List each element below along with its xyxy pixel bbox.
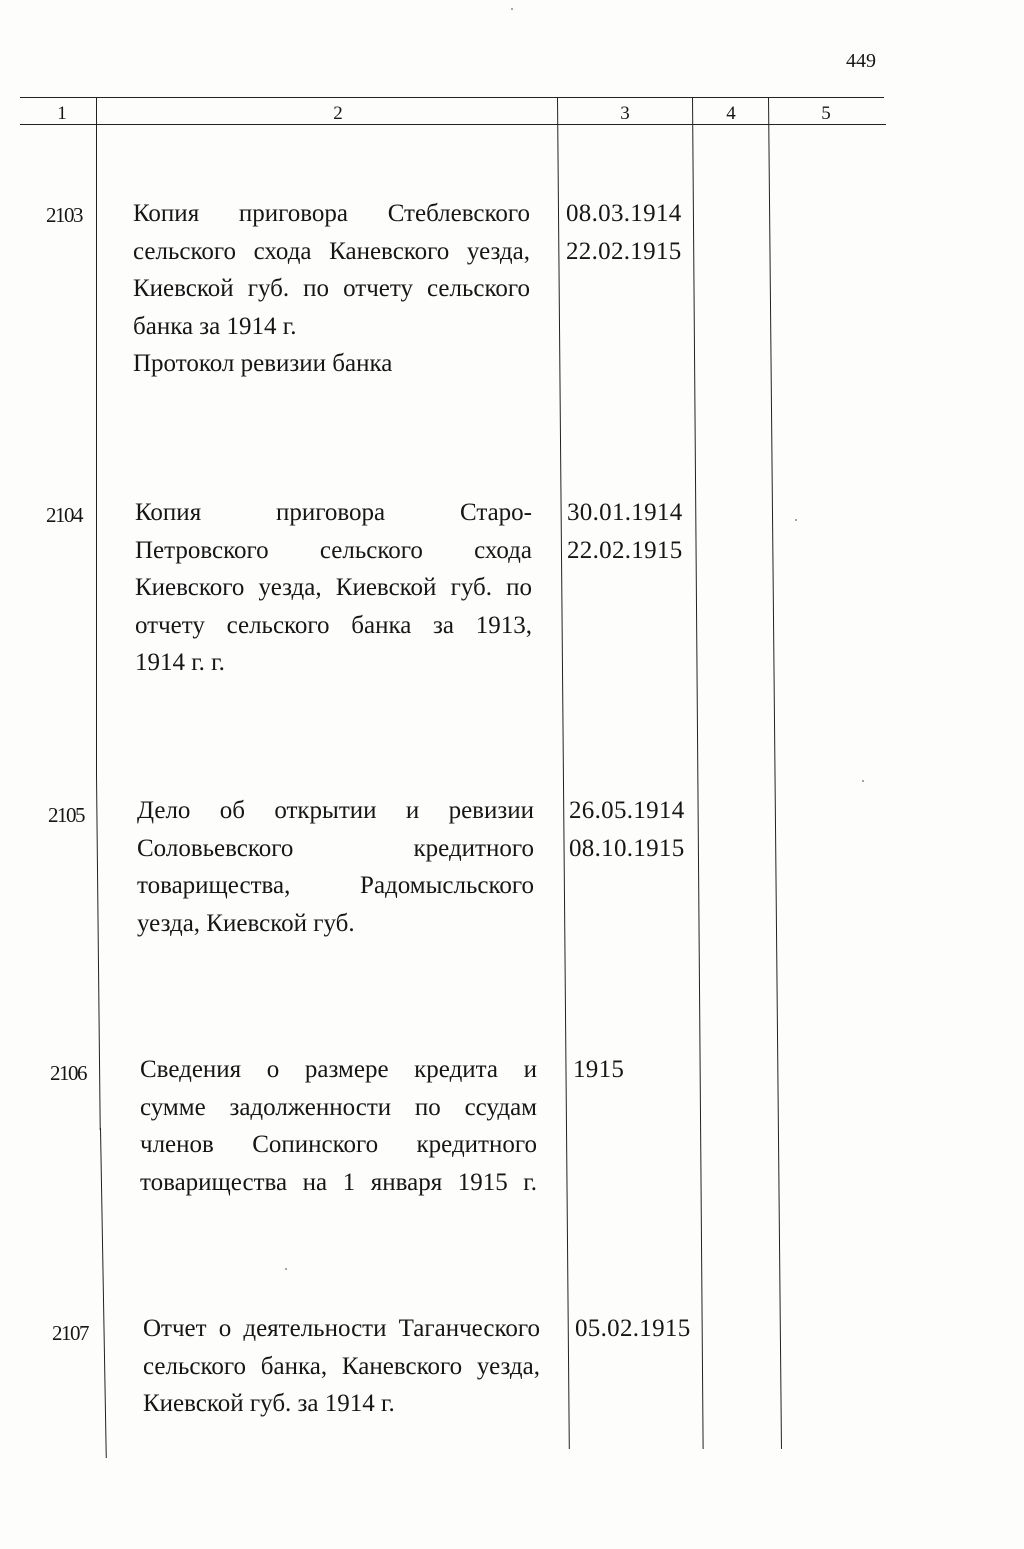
scan-speck [285,1268,287,1270]
column-divider-1 [96,775,101,1130]
record-description [140,1051,537,1201]
record-dates [566,195,682,270]
description-line: Соловьевского кредитного [137,834,534,862]
description-line: Киевской губ. по отчету сельского [133,275,530,302]
column-divider-4 [768,97,782,1449]
description-line: банка за 1914 г. [133,312,297,340]
column-header-5: 5 [821,103,831,124]
record-number: 2107 [52,1321,88,1345]
record-description [135,494,532,682]
column-divider-1 [100,1128,107,1458]
column-divider-1 [96,97,97,777]
description-line: Киевской губ. за 1914 г. [143,1390,395,1417]
table-header-rule [20,124,886,125]
record-number: 2104 [46,503,82,527]
scan-speck [795,519,797,521]
record-dates [573,1051,624,1089]
description-line: уезда, Киевской губ. [137,909,355,937]
scan-speck [511,8,513,10]
description-line: членов Сопинского кредитного [140,1131,537,1158]
description-line: 1914 г. г. [135,649,225,676]
column-divider-3 [692,97,704,1449]
record-dates [575,1310,691,1348]
description-line: сумме задолженности по ссудам [140,1093,537,1121]
record-number: 2105 [48,803,84,827]
date-start: 08.03.1914 [566,200,682,227]
description-line: Киевского уезда, Киевской губ. по [135,574,532,601]
description-line: Сведения о размере кредита и [140,1056,537,1083]
description-line: Петровского сельского схода [135,536,532,564]
date-start: 26.05.1914 [569,797,685,824]
date-end: 08.10.1915 [569,834,685,862]
description-line: товарищества, Радомысльского [137,872,534,899]
date-start: 1915 [573,1056,625,1083]
description-line: товарищества на 1 января 1915 г. [140,1168,537,1196]
description-line: отчету сельского банка за 1913, [135,611,532,639]
scan-speck [862,780,864,782]
date-start: 05.02.1915 [575,1315,691,1342]
description-line: Отчет о деятельности Таганческого [143,1315,540,1342]
record-dates [567,494,683,569]
date-end: 22.02.1915 [567,536,683,564]
description-line: Копия приговора Старо- [135,499,532,526]
record-number: 2103 [46,203,82,227]
record-description [137,792,534,942]
column-header-1: 1 [57,103,67,124]
page-number: 449 [846,50,876,72]
description-line: Протокол ревизии банка [133,350,393,377]
description-line: сельского банка, Каневского уезда, [143,1352,540,1380]
description-line: Дело об открытии и ревизии [137,797,534,824]
date-start: 30.01.1914 [567,499,683,526]
column-divider-2 [557,97,570,1449]
column-header-3: 3 [620,103,630,124]
record-description [133,195,530,383]
table-top-rule [20,97,884,98]
record-description [143,1310,540,1423]
record-number: 2106 [50,1061,86,1085]
description-line: Копия приговора Стеблевского [133,200,530,227]
record-dates [569,792,685,867]
date-end: 22.02.1915 [566,237,682,265]
column-header-2: 2 [333,103,343,124]
description-line: сельского схода Каневского уезда, [133,237,530,265]
column-header-4: 4 [726,103,736,124]
